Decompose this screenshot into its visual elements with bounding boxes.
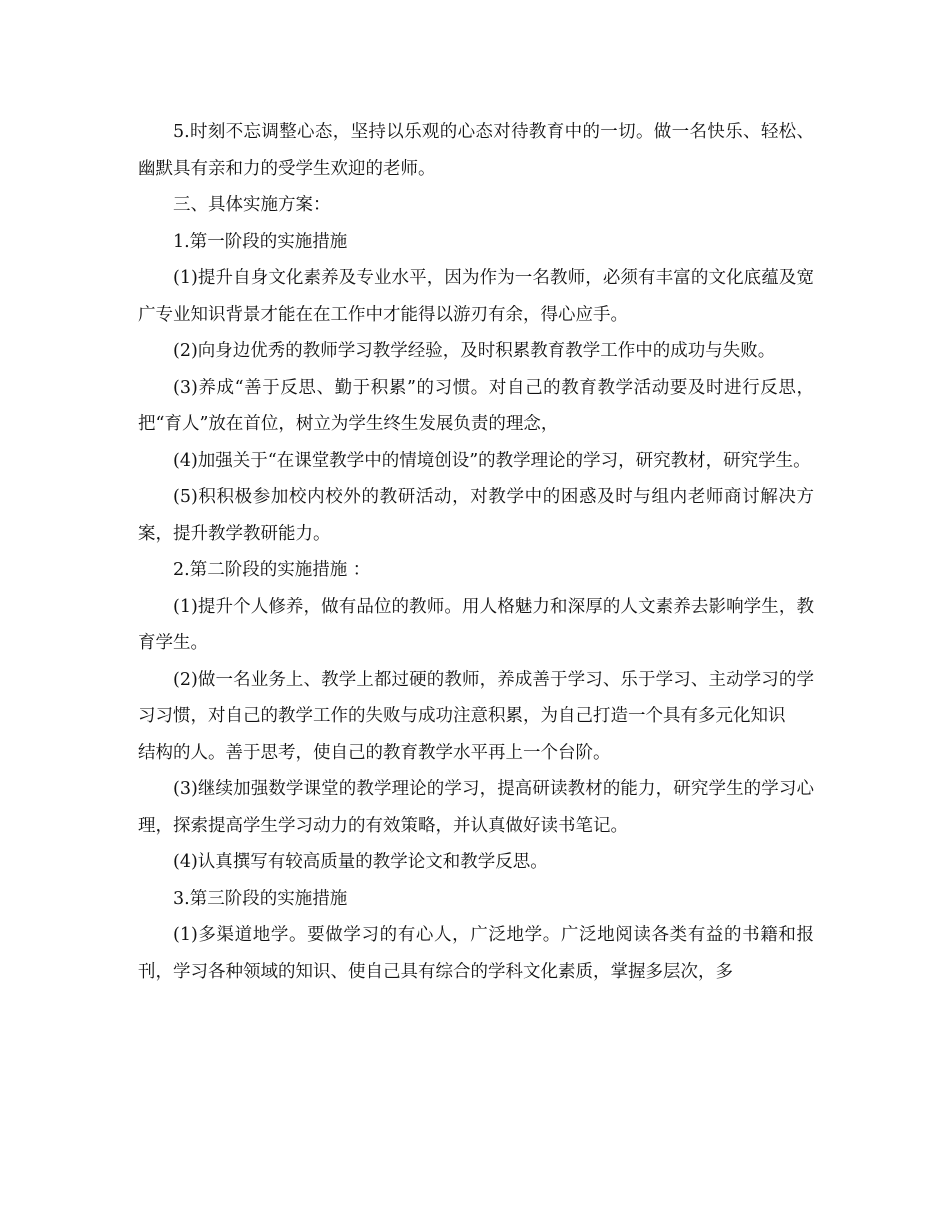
paragraph-stage-one-item-1: (1)提升自身文化素养及专业水平，因为作为一名教师，必须有丰富的文化底蕴及宽广专业知识背景才能在在工作中才能得以游刃有余，得心应手。 [138,268,814,325]
paragraph-stage-three-item-1: (1)多渠道地学。要做学习的有心人，广泛地学。广泛地阅读各类有益的书籍和报刊，学习各种领域的知识、使自己具有综合的学科文化素质，掌握多层次，多 [138,925,814,982]
paragraph-stage-one-item-4: (4)加强关于“在课堂教学中的情境创设”的教学理论的学习，研究教材，研究学生。 [173,450,811,471]
paragraph-stage-two-item-4: (4)认真撰写有较高质量的教学论文和教学反思。 [173,852,548,872]
paragraph-stage-two-item-2: (2)做一名业务上、教学上都过硬的教师，养成善于学习、乐于学习、主动学习的学习习惯，对自己的教学工作的失败与成功注意积累，为自己打造一个具有多元化知识 [138,669,814,726]
paragraph-stage-one-item-5: (5)积积极参加校内校外的教研活动，对教学中的困惑及时与组内老师商讨解决方案，提升教学教研能力。 [138,487,814,544]
paragraph-stage-one-item-2: (2)向身边优秀的教师学习教学经验，及时积累教育教学工作中的成功与失败。 [173,341,776,361]
paragraph-stage-one-item-3: (3)养成“善于反思、勤于积累”的习惯。对自己的教育教学活动要及时进行反思，把“育人”放在首位，树立为学生终生发展负责的理念， [138,377,814,434]
paragraph-stage-two-item-1: (1)提升个人修养，做有品位的教师。用人格魅力和深厚的人文素养去影响学生，教育学生。 [138,596,814,653]
paragraph-stage-two-item-3: (3)继续加强数学课堂的教学理论的学习，提高研读教材的能力，研究学生的学习心理，探索提高学生学习动力的有效策略，并认真做好读书笔记。 [138,779,814,836]
paragraph-adjust-mindset: 5.时刻不忘调整心态，坚持以乐观的心态对待教育中的一切。做一名快乐、轻松、幽默具有亲和力的受学生欢迎的老师。 [138,122,814,179]
document-body [138,114,814,990]
paragraph-stage-two-item-2-continued: 结构的人。善于思考，使自己的教育教学水平再上一个台阶。 [138,742,611,763]
heading-implementation-plan: 三、具体实施方案： [173,195,331,215]
heading-stage-three: 3.第三阶段的实施措施 [173,888,348,909]
heading-stage-two: 2.第二阶段的实施措施 ： [173,560,371,580]
heading-stage-one: 1.第一阶段的实施措施 [173,231,348,252]
